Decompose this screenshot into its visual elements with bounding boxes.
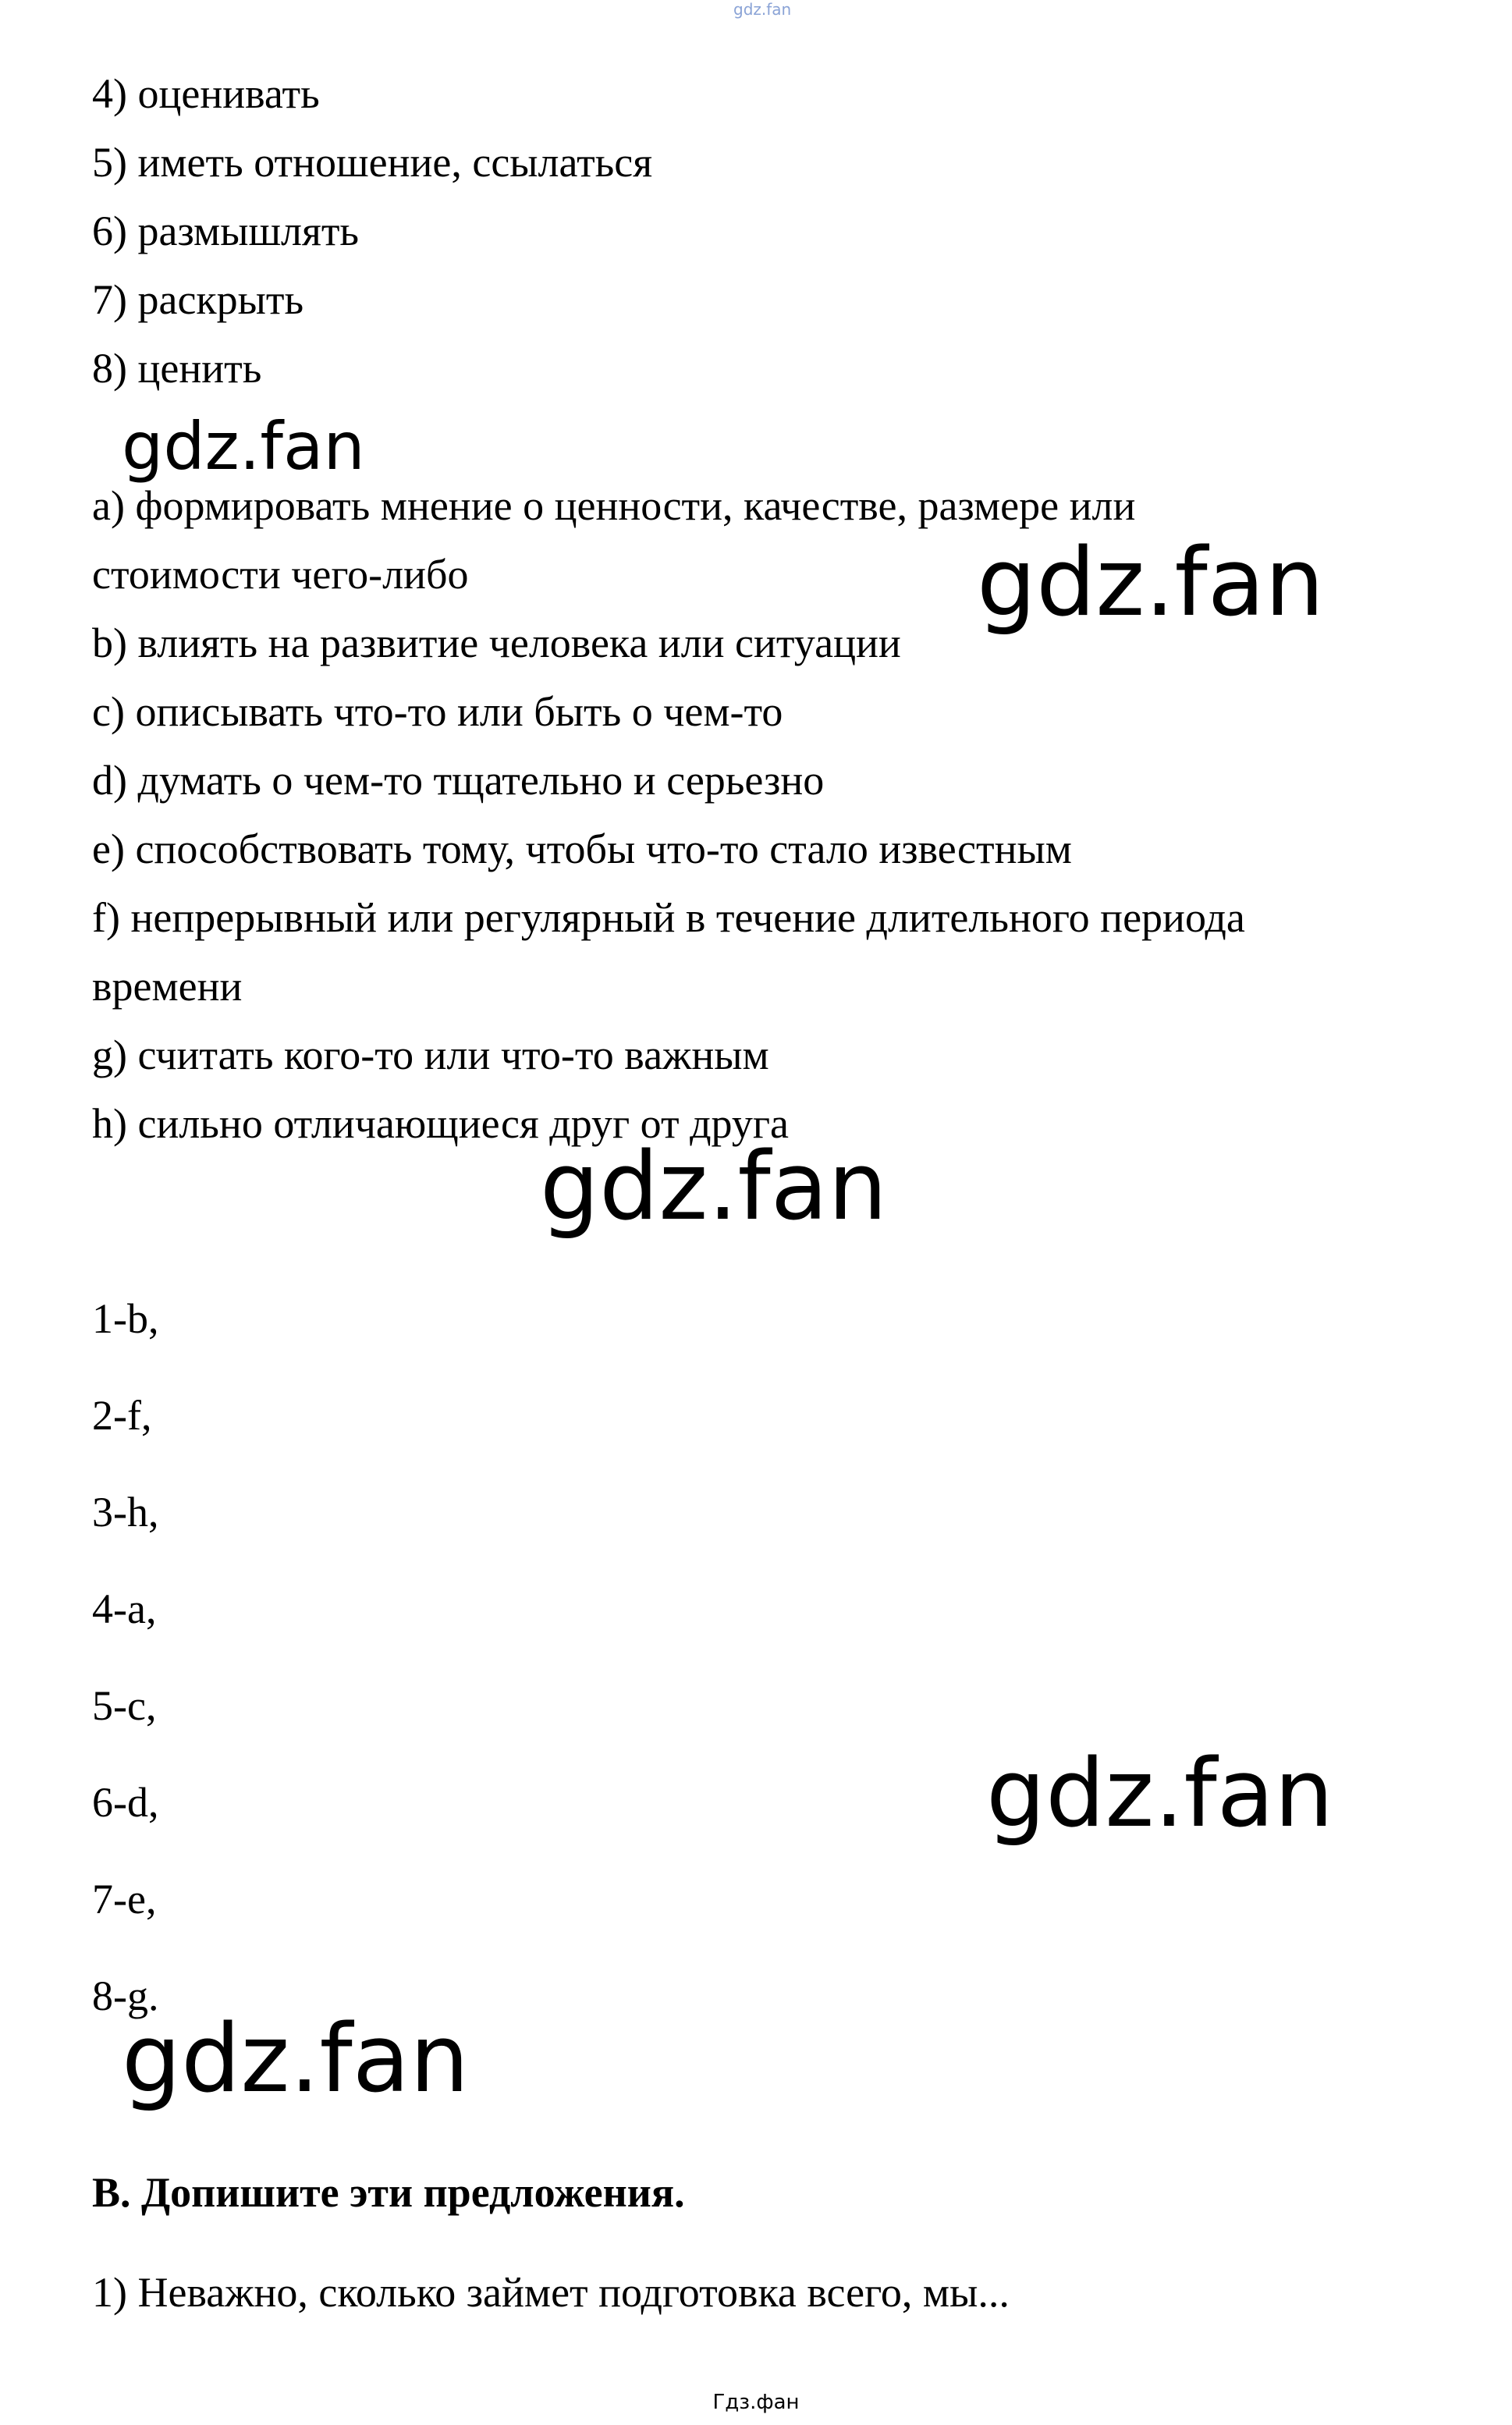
definition-c: c) описывать что-то или быть о чем-то — [92, 688, 783, 735]
term-8: 8) ценить — [92, 345, 262, 392]
watermark-1: gdz.fan — [122, 408, 365, 485]
section-b-heading: B. Допишите эти предложения. — [92, 2169, 685, 2216]
definition-d: d) думать о чем-то тщательно и серьезно — [92, 757, 825, 804]
answer-1: 1-b, — [92, 1295, 159, 1342]
answer-8: 8-g. — [92, 1972, 159, 2019]
section-b-item-1: 1) Неважно, сколько займет подготовка всего, мы... — [92, 2269, 1010, 2316]
definition-e: e) способствовать тому, чтобы что-то стало известным — [92, 825, 1072, 872]
answer-3: 3-h, — [92, 1489, 159, 1536]
footer-text: Гдз.фан — [712, 2391, 800, 2414]
watermark-4: gdz.fan — [986, 1740, 1334, 1848]
answer-7: 7-e, — [92, 1876, 157, 1923]
definition-b: b) влиять на развитие человека или ситуации — [92, 620, 901, 666]
definition-h: h) сильно отличающиеся друг от друга — [92, 1100, 789, 1147]
definition-f-line1: f) непрерывный или регулярный в течение длительного периода — [92, 894, 1245, 941]
definition-g: g) считать кого-то или что-то важным — [92, 1031, 769, 1078]
watermark-3: gdz.fan — [540, 1133, 888, 1241]
watermark-5: gdz.fan — [122, 2005, 470, 2114]
term-6: 6) размышлять — [92, 208, 360, 254]
term-4: 4) оценивать — [92, 70, 320, 117]
definition-a-line2: стоимости чего-либо — [92, 551, 469, 598]
answer-5: 5-c, — [92, 1682, 157, 1729]
answer-6: 6-d, — [92, 1779, 159, 1826]
term-5: 5) иметь отношение, ссылаться — [92, 139, 653, 186]
watermark-2: gdz.fan — [977, 529, 1325, 637]
answer-2: 2-f, — [92, 1392, 152, 1439]
definition-a-line1: a) формировать мнение о ценности, качестве, размере или — [92, 482, 1136, 529]
definition-f-line2: времени — [92, 963, 243, 1010]
top-watermark: gdz.fan — [733, 0, 792, 19]
answer-4: 4-a, — [92, 1585, 157, 1632]
term-7: 7) раскрыть — [92, 276, 304, 323]
